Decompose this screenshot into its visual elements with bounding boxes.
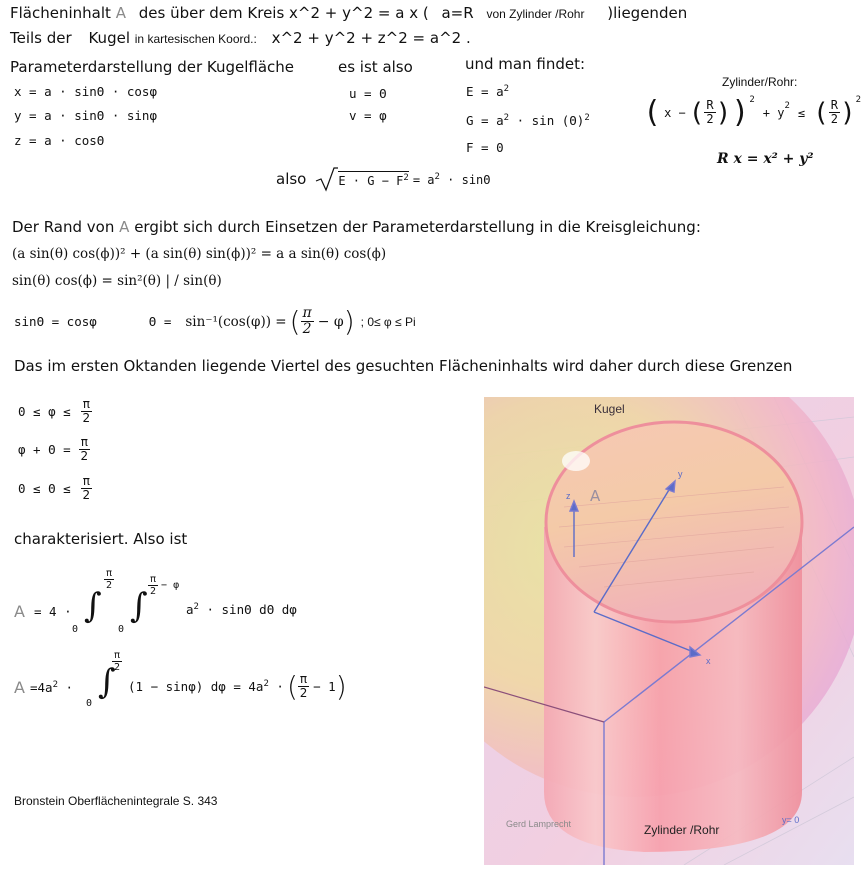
header-text: Teils der [10, 29, 72, 47]
also-exp: 2 [434, 171, 440, 182]
int1-body-exp: 2 [193, 602, 199, 612]
header-line-2 [10, 29, 471, 47]
cylinder-title: Zylinder/Rohr: [722, 75, 798, 89]
eq3-left: sinΘ = cosφ [14, 314, 97, 329]
eq3-minusphi: − φ [317, 313, 344, 330]
header-line-1 [10, 4, 687, 22]
rand-eq2: sin(θ) cos(ϕ) = sin²(θ) | / sin(θ) [12, 273, 222, 289]
ineq-x: x − [664, 105, 686, 120]
frac-two: 2 [706, 112, 714, 126]
int2-body-text: (1 − sinφ) dφ = 4a [128, 679, 264, 695]
e-text: E = a [466, 84, 504, 100]
g-exp2: 2 [584, 113, 590, 123]
int1-up2-rest: − φ [161, 580, 180, 591]
label-y-axis: y [678, 469, 683, 479]
figure-3d [484, 397, 854, 865]
rad-exp: 2 [403, 172, 409, 183]
int2-pre-text: =4a [30, 680, 53, 696]
area-symbol: A [119, 218, 130, 236]
param-heading: Parameterdarstellung der Kugelfläche [10, 58, 295, 76]
sqrt-body [338, 171, 408, 188]
area-symbol: A [115, 4, 126, 22]
label-kugel: Kugel [594, 402, 625, 416]
frac-pi: π [150, 574, 157, 585]
area-symbol: A [14, 602, 25, 621]
frac-two: 2 [80, 449, 89, 463]
uv-v: v = φ [349, 108, 387, 123]
viertel-text: Das im ersten Oktanden liegende Viertel des gesuchten Flächeninhalts wird daher durch diese Grenzen [14, 357, 793, 375]
sqrt-sign [314, 166, 338, 192]
frac-two: 2 [830, 112, 839, 126]
header-text: )liegenden [607, 4, 688, 22]
int2-pre-exp: 2 [52, 680, 58, 690]
cylinder-rx: R x = x² + y² [717, 151, 814, 167]
integral-sign: ∫ [84, 586, 102, 626]
integral-2 [14, 650, 394, 710]
efg-g [466, 113, 590, 128]
g-rest: · sin (Θ) [516, 113, 585, 129]
frac-two: 2 [114, 662, 121, 673]
int1-lower: 0 [72, 624, 79, 635]
cylinder-note: von Zylinder /Rohr [486, 7, 585, 21]
header-note: in kartesischen Koord.: [134, 32, 257, 46]
frac-r: R [706, 98, 714, 112]
header-text: Flächeninhalt [10, 4, 111, 22]
int1-upper2 [148, 574, 179, 597]
also-word: also [276, 170, 307, 188]
frac-pi: π [302, 305, 312, 321]
int1-pre: = 4 · [34, 604, 72, 619]
circle-equation: des über dem Kreis x^2 + y^2 = a x ( [138, 4, 429, 22]
figure-svg [484, 397, 854, 865]
frac-pi: π [82, 474, 90, 488]
rad-text: E · G − F [338, 173, 404, 188]
efg-e [466, 84, 509, 99]
frac-pi: π [80, 435, 88, 449]
a-equals-r: a=R [441, 4, 474, 22]
frac-two: 2 [302, 321, 312, 337]
label-x-axis: x [706, 656, 711, 666]
efg-heading: und man findet: [465, 55, 586, 73]
uv-heading: es ist also [338, 58, 413, 76]
param-y: y = a · sinΘ · sinφ [14, 108, 157, 123]
int2-minus1: − 1 [313, 679, 336, 694]
param-x: x = a · sinΘ · cosφ [14, 84, 157, 99]
eq3-theta: Θ = [148, 314, 172, 329]
eq3-arcsin: sin⁻¹(cos(φ)) = [185, 313, 287, 330]
int1-lower: 0 [118, 624, 125, 635]
integral-sign: ∫ [130, 586, 148, 626]
int2-body: (1 − sinφ) $d\varphi = 4a^2$ · ( $\frac{\pi}{2}$ − 1 ) [128, 670, 347, 703]
int2-upper [112, 650, 122, 673]
rand-line [12, 218, 701, 236]
label-area: A [590, 487, 601, 505]
frac-two: 2 [82, 411, 91, 425]
int2-lower: 0 [86, 698, 93, 709]
also-rest: = a [412, 172, 435, 187]
bound-2 [18, 436, 90, 463]
frac-two: 2 [82, 488, 91, 502]
source-text: Bronstein Oberflächenintegrale S. 343 [14, 794, 218, 808]
frac-two: 2 [299, 686, 308, 700]
frac-two: 2 [106, 580, 113, 591]
bound-2-text: φ + Θ = [18, 442, 71, 457]
frac-pi: π [114, 650, 121, 661]
header-text: Kugel [88, 29, 130, 47]
highlight [562, 451, 590, 471]
rand-eq3: sinΘ = cosφ Θ = sin⁻¹(cos(φ)) = ( $\frac{\pi}{2}$ − φ ) ; 0≤ φ ≤ Pi [14, 305, 416, 338]
integral-1 [14, 568, 374, 638]
cylinder-inequality: ( x − ( $\frac{R}{2}$ ) ) $^2$ + y $^2$ ≤ ( $\frac{R}{2}$ ) $^2$ [643, 95, 862, 130]
charakt-text: charakterisiert. Also ist [14, 530, 188, 548]
int1-body-a: a [186, 602, 194, 618]
ineq-le: ≤ [797, 105, 806, 120]
also-formula [276, 166, 491, 192]
ineq-exp: 2 [749, 95, 755, 105]
param-z: z = a · cosΘ [14, 133, 105, 148]
rand-text: Der Rand von [12, 218, 115, 236]
efg-f: F = 0 [466, 140, 504, 155]
also-rest2: · sinΘ [447, 172, 491, 187]
bound-1-text: 0 ≤ φ ≤ [18, 404, 71, 419]
integral-sign: ∫ [98, 662, 116, 702]
int1-body-rest: · sinΘ dΘ dφ [206, 602, 297, 618]
bound-3 [18, 475, 92, 502]
int2-pre [30, 680, 73, 695]
int2-body-exp: 2 [263, 678, 269, 689]
int1-body [186, 602, 297, 617]
frac-two: 2 [150, 586, 157, 597]
ineq-exp: 2 [784, 101, 790, 111]
label-y0: y= 0 [782, 815, 800, 825]
ineq-plus: + y [762, 105, 785, 120]
int1-upper [104, 568, 114, 591]
label-author: Gerd Lamprecht [506, 819, 572, 829]
area-symbol: A [14, 678, 25, 697]
g-text: G = a [466, 113, 504, 129]
e-exp: 2 [503, 84, 510, 94]
eq3-range: ; 0≤ φ ≤ Pi [360, 314, 416, 329]
g-exp: 2 [503, 113, 510, 123]
frac-pi: π [299, 672, 308, 686]
int2-dot: · [65, 680, 74, 696]
rand-text: ergibt sich durch Einsetzen der Parameterdarstellung in die Kreisgleichung: [134, 218, 701, 236]
frac-pi: π [106, 568, 113, 579]
int2-body-rest: · [276, 679, 284, 695]
frac-pi: π [82, 397, 90, 411]
rand-eq1: (a sin(θ) cos(ϕ))² + (a sin(θ) sin(ϕ))² = a a sin(θ) cos(ϕ) [12, 246, 387, 262]
sphere-equation: x^2 + y^2 + z^2 = a^2 . [271, 29, 471, 47]
bound-1 [18, 398, 92, 425]
uv-u: u = Θ [349, 86, 387, 101]
frac-r: R [830, 98, 839, 112]
label-zylinder: Zylinder /Rohr [644, 823, 720, 837]
label-z-axis: z [566, 491, 571, 501]
bound-3-text: 0 ≤ Θ ≤ [18, 481, 71, 496]
ineq-exp: 2 [855, 95, 862, 105]
